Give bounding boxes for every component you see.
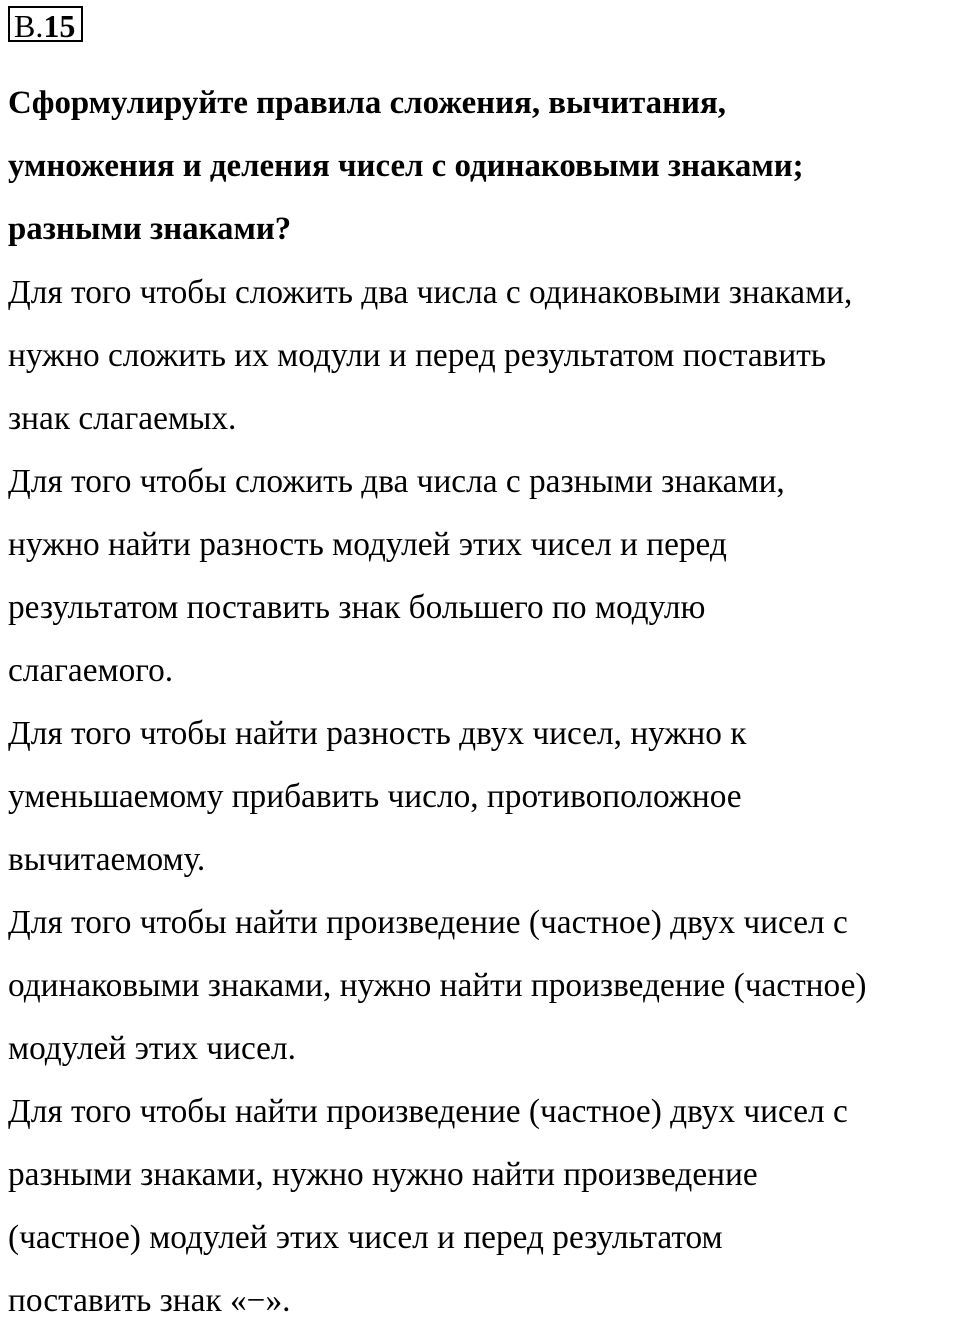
answer-line: Для того чтобы найти разность двух чисел, нужно к (8, 715, 747, 752)
exercise-prefix: В. (14, 8, 44, 44)
answer-line: (частное) модулей этих чисел и перед результатом (8, 1219, 723, 1256)
answer-line: результатом поставить знак большего по модулю (8, 589, 706, 626)
answer-line: нужно сложить их модули и перед результатом поставить (8, 337, 826, 374)
answer-line: поставить знак «−». (8, 1282, 291, 1319)
answer-line: слагаемого. (8, 652, 174, 689)
answer-text (8, 261, 958, 1332)
answer-paragraph-multiplication-different-signs (8, 1080, 958, 1332)
question-line: Сформулируйте правила сложения, вычитания, (8, 85, 726, 121)
answer-paragraph-multiplication-same-signs (8, 891, 958, 1080)
answer-line: модулей этих чисел. (8, 1030, 296, 1067)
answer-line: Для того чтобы найти произведение (частное) двух чисел с (8, 1093, 848, 1130)
exercise-label (8, 6, 83, 42)
answer-line: Для того чтобы сложить два числа с разными знаками, (8, 463, 785, 500)
answer-paragraph-subtraction (8, 702, 958, 891)
answer-line: одинаковыми знаками, нужно найти произведение (частное) (8, 967, 867, 1004)
answer-line: разными знаками, нужно нужно найти произведение (8, 1156, 758, 1193)
answer-line: вычитаемому. (8, 841, 206, 878)
answer-line: нужно найти разность модулей этих чисел и перед (8, 526, 727, 563)
question-text (8, 72, 958, 261)
answer-line: Для того чтобы сложить два числа с одинаковыми знаками, (8, 274, 853, 311)
question-line: умножения и деления чисел с одинаковыми знаками; (8, 148, 804, 184)
answer-line: уменьшаемому прибавить число, противоположное (8, 778, 742, 815)
answer-line: Для того чтобы найти произведение (частное) двух чисел с (8, 904, 848, 941)
document-page (8, 6, 958, 1332)
answer-paragraph-addition-different-signs (8, 450, 958, 702)
answer-paragraph-addition-same-signs (8, 261, 958, 450)
answer-line: знак слагаемых. (8, 400, 237, 437)
exercise-number: 15 (43, 8, 76, 44)
question-line: разными знаками? (8, 211, 292, 247)
